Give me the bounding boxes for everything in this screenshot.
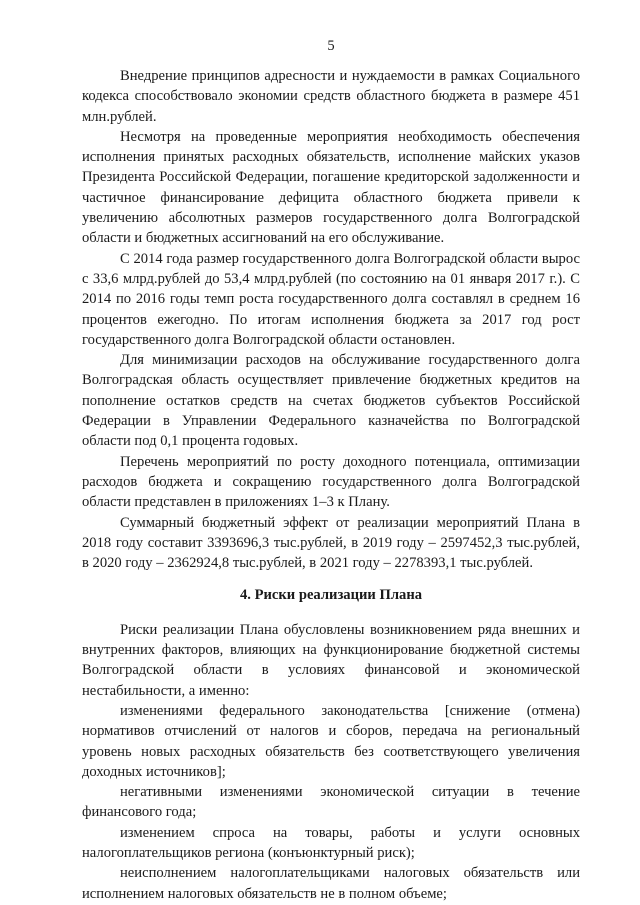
paragraph-targeting-savings: Внедрение принципов адресности и нуждаемости в рамках Социального кодекса способствовало экономии средств областного бюджета в размере 451 млн.рублей. — [82, 68, 580, 125]
paragraph-measures-list-reference: Перечень мероприятий по росту доходного потенциала, оптимизации расходов бюджета и сокращению государственного долга Волгоградской области представлен в приложениях 1–3 к Плану. — [82, 453, 580, 511]
paragraph-budget-effect: Суммарный бюджетный эффект от реализации мероприятий Плана в 2018 году составит 3393696,3 тыс.рублей, в 2019 году – 2597452,3 тыс.рублей, в 2020 году – 2362924,8 тыс.рублей, в 2021 году – 2278393,1 тыс.рублей. — [82, 514, 580, 572]
paragraph-debt-growth-causes: Несмотря на проведенные мероприятия необходимость обеспечения исполнения принятых расходных обязательств, исполнение майских указов Президента Российской Федерации, погашение кредиторской задолженности и частичное финансирование дефицита областного бюджета привели к увеличению абсолютных размеров государственного долга Волгоградской области и бюджетных ассигнований на его обслуживание. — [82, 128, 580, 247]
paragraph-risk-federal-law: изменениями федерального законодательства [снижение (отмена) нормативов отчислений от налогов и сборов, передача на региональный уровень новых расходных обязательств без соответствующего увеличения доходных источников]; — [82, 702, 580, 780]
paragraph-debt-service-minimization: Для минимизации расходов на обслуживание государственного долга Волгоградская область осуществляет привлечение бюджетных кредитов на пополнение остатков средств на счетах бюджетов субъектов Российской Федерации в Управлении Федерального казначейства по Волгоградской области под 0,1 процента годовых. — [82, 352, 580, 450]
paragraph-debt-size: С 2014 года размер государственного долга Волгоградской области вырос с 33,6 млрд.рублей до 53,4 млрд.рублей (по состоянию на 01 января 2017 г.). С 2014 по 2016 годы темп роста государственного долга составлял в среднем 16 процентов ежегодно. По итогам исполнения бюджета за 2017 год рост государственного долга Волгоградской области остановлен. — [82, 250, 580, 348]
paragraph-risk-economic-situation: негативными изменениями экономической ситуации в течение финансового года; — [82, 784, 580, 821]
section-heading-risks: 4. Риски реализации Плана — [239, 587, 423, 604]
paragraph-risk-demand-change: изменением спроса на товары, работы и услуги основных налогоплательщиков региона (конъюнктурный риск); — [82, 824, 580, 861]
paragraph-risk-tax-nonpayment: неисполнением налогоплательщиками налоговых обязательств или исполнением налоговых обязательств не в полном объеме; — [82, 865, 580, 902]
page-number: 5 — [327, 38, 335, 54]
paragraph-risks-intro: Риски реализации Плана обусловлены возникновением ряда внешних и внутренних факторов, влияющих на функционирование бюджетной системы Волгоградской области в условиях финансовой и экономической нестабильности, а именно: — [82, 621, 580, 699]
